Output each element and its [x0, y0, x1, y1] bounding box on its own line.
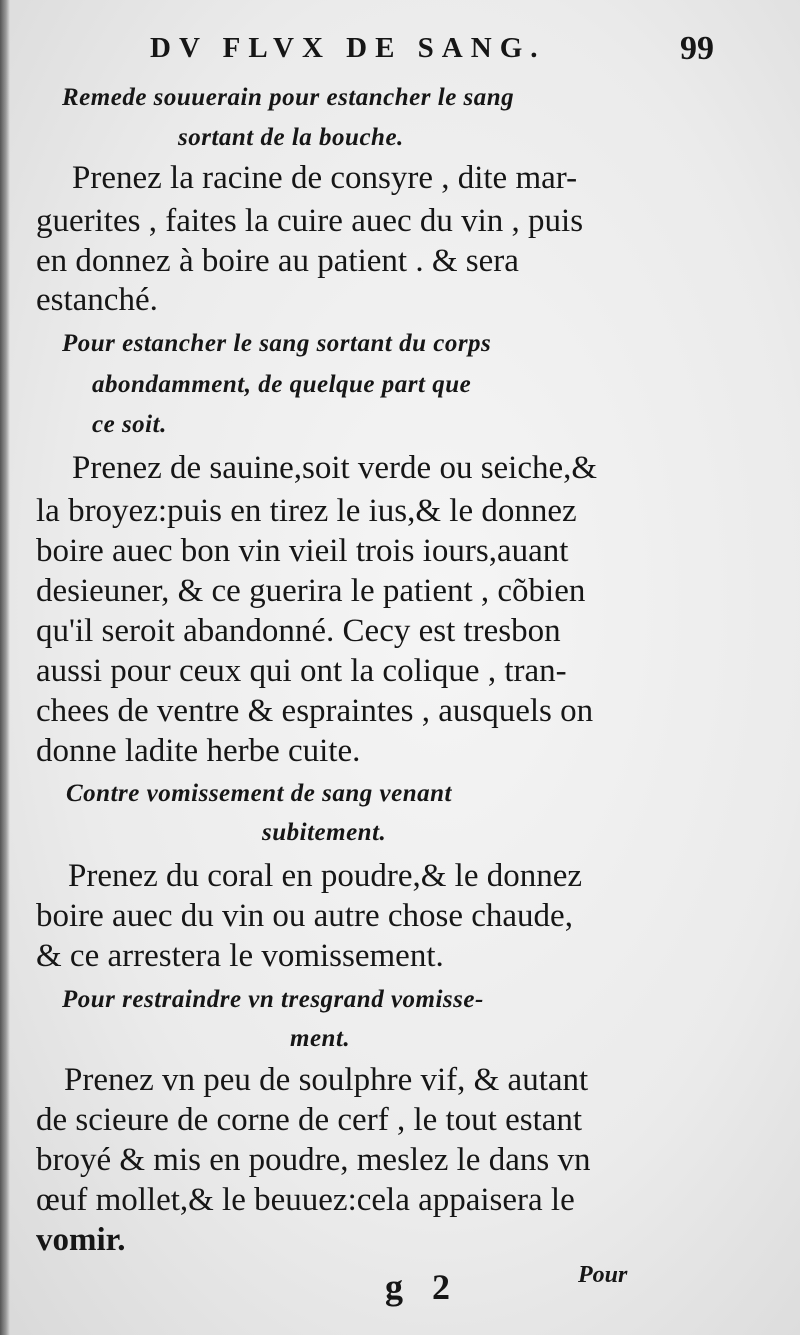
section-2-line-3: boire auec bon vin vieil trois iours,auant	[36, 533, 569, 569]
section-heading-1-line-1: Remede souuerain pour estancher le sang	[62, 84, 515, 111]
section-2-line-7: chees de ventre & espraintes , ausquels on	[36, 693, 594, 729]
section-2-line-2: la broyez:puis en tirez le ius,& le donnez	[36, 493, 577, 529]
section-4-line-3: broyé & mis en poudre, meslez le dans vn	[36, 1142, 591, 1178]
section-heading-3-line-1: Contre vomissement de sang venant	[66, 780, 452, 807]
section-4-line-1: Prenez vn peu de soulphre vif, & autant	[64, 1062, 589, 1098]
section-heading-2-line-2: abondamment, de quelque part que	[92, 371, 472, 398]
signature-mark: g 2	[385, 1267, 460, 1307]
page-number: 99	[680, 30, 714, 67]
section-heading-4-line-2: ment.	[290, 1025, 351, 1052]
section-2-line-8: donne ladite herbe cuite.	[36, 733, 361, 769]
section-1-line-3: en donnez à boire au patient . & sera	[36, 243, 519, 279]
section-3-line-3: & ce arrestera le vomissement.	[36, 938, 444, 974]
section-2-line-1: Prenez de sauine,soit verde ou seiche,&	[72, 450, 598, 486]
section-1-line-1: Prenez la racine de consyre , dite mar-	[72, 160, 578, 196]
section-heading-4-line-1: Pour restraindre vn tresgrand vomisse-	[62, 986, 484, 1013]
section-3-line-2: boire auec du vin ou autre chose chaude,	[36, 898, 573, 934]
section-1-line-4: estanché.	[36, 282, 158, 318]
section-heading-1-line-2: sortant de la bouche.	[178, 124, 404, 151]
section-1-line-2: guerites , faites la cuire auec du vin , puis	[36, 203, 584, 239]
catchword: Pour	[578, 1262, 628, 1288]
section-2-line-6: aussi pour ceux qui ont la colique , tran-	[36, 653, 567, 689]
section-4-line-4: œuf mollet,& le beuuez:cela appaisera le	[36, 1182, 575, 1218]
running-head: DV FLVX DE SANG.	[150, 32, 546, 64]
section-2-line-4: desieuner, & ce guerira le patient , cõbien	[36, 573, 586, 609]
section-4-line-5: vomir.	[36, 1222, 126, 1258]
section-3-line-1: Prenez du coral en poudre,& le donnez	[68, 858, 583, 894]
section-heading-2-line-3: ce soit.	[92, 411, 167, 438]
section-heading-2-line-1: Pour estancher le sang sortant du corps	[62, 330, 492, 357]
section-2-line-5: qu'il seroit abandonné. Cecy est tresbon	[36, 613, 561, 649]
page-edge-shadow	[0, 0, 10, 1335]
section-heading-3-line-2: subitement.	[262, 819, 387, 846]
section-4-line-2: de scieure de corne de cerf , le tout estant	[36, 1102, 583, 1138]
